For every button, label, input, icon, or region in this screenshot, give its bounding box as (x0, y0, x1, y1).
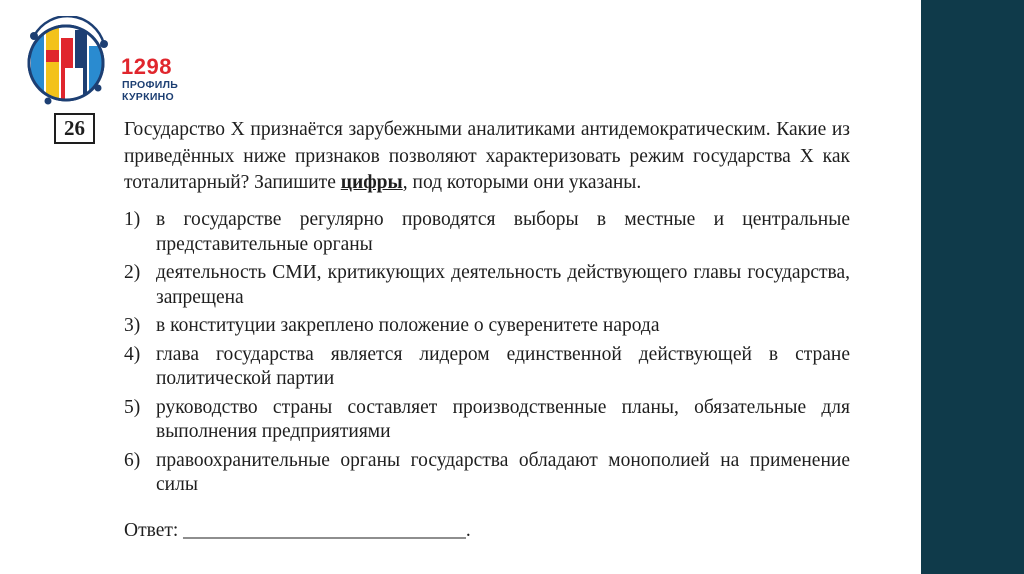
logo-emblem-icon (18, 16, 128, 106)
task-number: 26 (54, 113, 95, 144)
option-text: деятельность СМИ, критикующих деятельность действующего главы государства, запрещена (156, 262, 850, 308)
answer-blank[interactable]: _____________________________. (183, 520, 471, 541)
option-number: 5) (124, 396, 141, 418)
logo-line-2: КУРКИНО (122, 91, 175, 103)
option-number: 4) (124, 343, 141, 365)
option-text: в государстве регулярно проводятся выборы в местные и центральные представительные органы (156, 209, 850, 255)
options-list (124, 208, 850, 502)
option-item (124, 314, 850, 339)
option-text: правоохранительные органы государства обладают монополией на применение силы (156, 449, 850, 495)
question-text (124, 117, 850, 197)
option-text: руководство страны составляет производственные планы, обязательные для выполнения предприятиями (156, 396, 850, 442)
option-item (124, 208, 850, 257)
logo-line-1: ПРОФИЛЬ (122, 79, 179, 91)
logo-number: 1298 (121, 54, 172, 79)
option-number: 3) (124, 315, 141, 336)
side-panel (921, 0, 1024, 574)
option-number: 1) (124, 209, 141, 230)
option-item (124, 261, 850, 310)
question-emphasis: цифры (340, 172, 403, 193)
answer-label: Ответ: (124, 520, 179, 541)
school-logo (18, 16, 178, 106)
option-item (124, 449, 850, 498)
option-text: в конституции закреплено положение о суверенитете народа (156, 315, 660, 336)
option-item (124, 343, 850, 392)
answer-line (124, 518, 471, 544)
question-after: , под которыми они указаны. (402, 172, 642, 193)
question-before: Государство Х признаётся зарубежными аналитиками антидемократическим. Какие из приведённых ниже признаков позволяют характеризовать режим государства Х как тоталитарный? Запишите (124, 119, 850, 193)
option-item (124, 396, 850, 445)
option-number: 2) (124, 262, 141, 283)
option-number: 6) (124, 449, 141, 471)
option-text: глава государства является лидером единственной действующей в стране политической партии (156, 343, 850, 389)
